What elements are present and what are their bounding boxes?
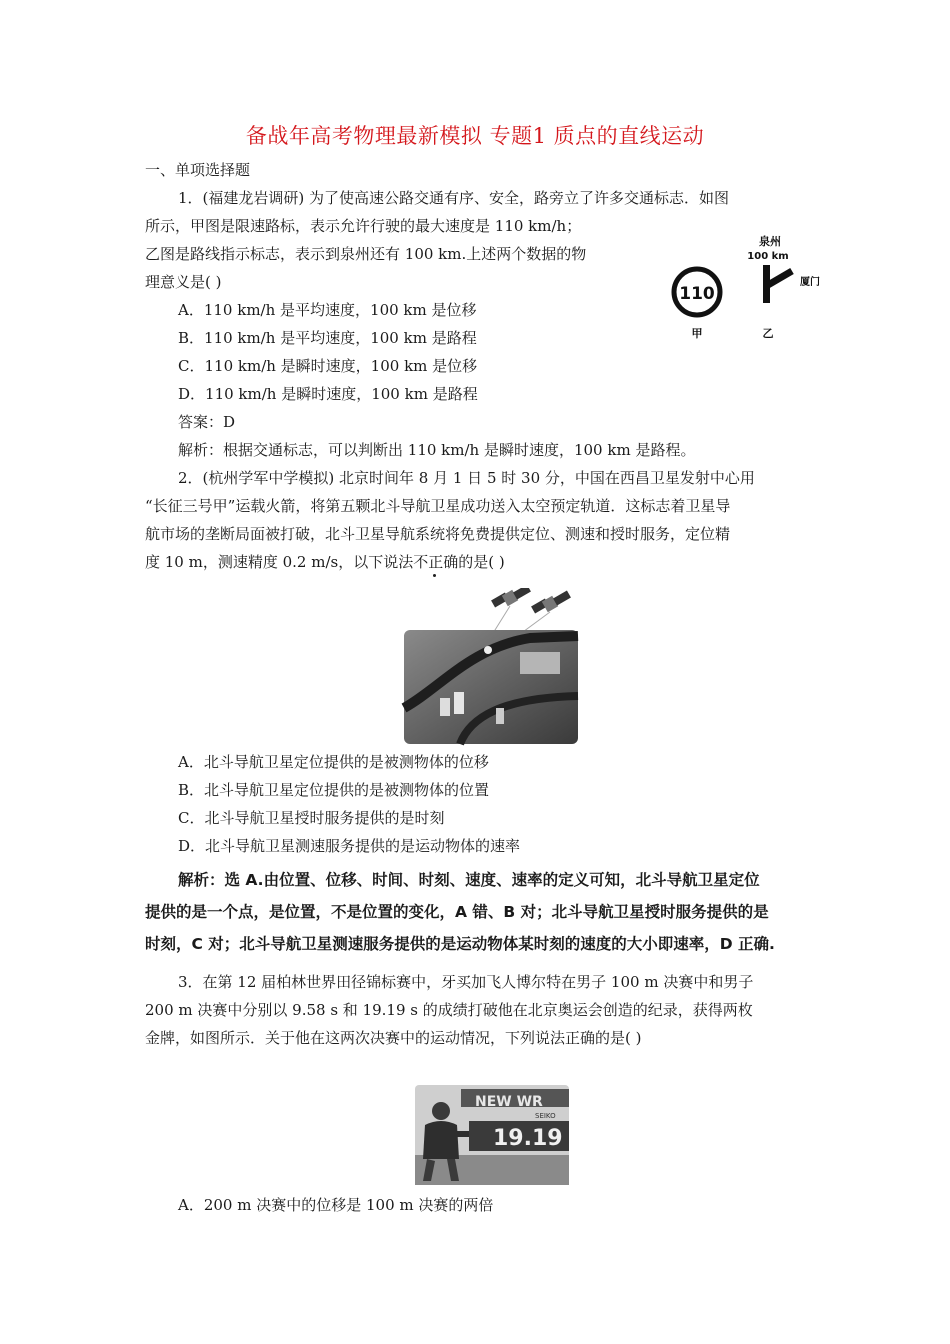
q3-option-a: A．200 m 决赛中的位移是 100 m 决赛的两倍 xyxy=(178,1196,494,1214)
board-time: 19.19 xyxy=(493,1126,563,1151)
q2-line-3: 航市场的垄断局面被打破，北斗卫星导航系统将免费提供定位、测速和授时服务，定位精 xyxy=(145,525,731,543)
q2-option-a: A．北斗导航卫星定位提供的是被测物体的位移 xyxy=(178,753,489,771)
record-board-figure xyxy=(415,1085,569,1185)
q1-line-4: 理意义是( ) xyxy=(145,273,222,291)
q2-analysis-line-3: 时刻，C 对；北斗导航卫星测速服务提供的是运动物体某时刻的速度的大小即速率，D 正确. xyxy=(145,935,775,953)
label-yi: 乙 xyxy=(762,327,774,340)
speed-limit-sign xyxy=(674,269,720,315)
q3-line-2: 200 m 决赛中分别以 9.58 s 和 19.19 s 的成绩打破他在北京奥运会创造的纪录，获得两枚 xyxy=(145,1001,753,1019)
route-sign xyxy=(747,234,820,303)
route-arrow-branch xyxy=(768,271,792,285)
q1-answer: 答案：D xyxy=(178,413,236,431)
satellite-city-figure xyxy=(400,588,582,746)
q1-analysis: 解析：根据交通标志，可以判断出 110 km/h 是瞬时速度，100 km 是路程。 xyxy=(178,441,696,459)
satellite-icon xyxy=(531,591,571,614)
satellite-icon xyxy=(491,588,531,607)
q1-line-2: 所示，甲图是限速路标，表示允许行驶的最大速度是 110 km/h； xyxy=(145,217,582,235)
q2-option-b: B．北斗导航卫星定位提供的是被测物体的位置 xyxy=(178,781,490,799)
traffic-signs-figure xyxy=(660,225,840,345)
q2-line-4: 度 10 m，测速精度 0.2 m/s，以下说法不正确的是( ) xyxy=(145,553,505,571)
q1-line-3: 乙图是路线指示标志，表示到泉州还有 100 km.上述两个数据的物 xyxy=(145,245,587,263)
emphasis-dot xyxy=(433,574,436,577)
board-brand: SEIKO xyxy=(535,1112,556,1120)
q3-line-3: 金牌，如图所示．关于他在这两次决赛中的运动情况，下列说法正确的是( ) xyxy=(145,1029,642,1047)
q1-option-b: B．110 km/h 是平均速度，100 km 是路程 xyxy=(178,329,477,347)
label-jia: 甲 xyxy=(691,327,703,340)
route-destination-right: 厦门 xyxy=(800,277,820,288)
q2-option-d: D．北斗导航卫星测速服务提供的是运动物体的速率 xyxy=(178,837,521,855)
board-top-text: NEW WR xyxy=(475,1094,543,1110)
route-distance: 100 km xyxy=(747,251,789,262)
q2-line-2: “长征三号甲”运载火箭，将第五颗北斗导航卫星成功送入太空预定轨道．这标志着卫星导 xyxy=(145,497,731,515)
route-destination-top: 泉州 xyxy=(759,235,781,248)
q2-analysis-line-2: 提供的是一个点，是位置，不是位置的变化，A 错、B 对；北斗导航卫星授时服务提供的是 xyxy=(145,903,769,921)
q1-option-a: A．110 km/h 是平均速度，100 km 是位移 xyxy=(178,301,477,319)
q2-analysis-line-1: 解析：选 A.由位置、位移、时间、时刻、速度、速率的定义可知，北斗导航卫星定位 xyxy=(178,871,760,889)
q2-option-c: C．北斗导航卫星授时服务提供的是时刻 xyxy=(178,809,445,827)
section-heading: 一、单项选择题 xyxy=(145,161,251,179)
q3-line-1: 3．在第 12 届柏林世界田径锦标赛中，牙买加飞人博尔特在男子 100 m 决赛中和男子 xyxy=(178,973,754,991)
speed-limit-value: 110 xyxy=(679,284,715,304)
q1-line-1: 1．(福建龙岩调研) 为了使高速公路交通有序、安全，路旁立了许多交通标志．如图 xyxy=(178,189,730,207)
q1-option-d: D．110 km/h 是瞬时速度，100 km 是路程 xyxy=(178,385,478,403)
q2-line-1: 2．(杭州学军中学模拟) 北京时间年 8 月 1 日 5 时 30 分，中国在西昌卫星发射中心用 xyxy=(178,469,755,487)
page-title: 备战年高考物理最新模拟 专题1 质点的直线运动 xyxy=(245,124,705,148)
q1-option-c: C．110 km/h 是瞬时速度，100 km 是位移 xyxy=(178,357,478,375)
